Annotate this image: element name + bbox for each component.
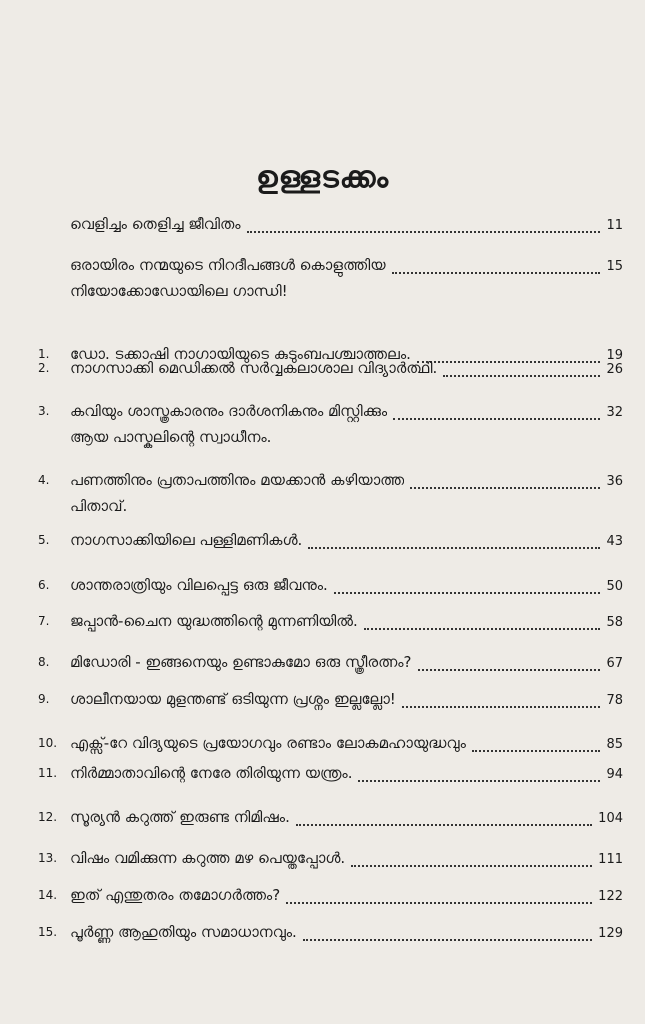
chapter-number: 14. [38, 888, 58, 902]
chapter-title: മിഡോരി - ഇങ്ങനെയും ഉണ്ടാകുമോ ഒരു സ്ത്രീരത്നം? [70, 653, 412, 671]
chapter-number: 8. [38, 655, 50, 669]
page-number: 43 [606, 534, 623, 549]
dot-leader [308, 533, 600, 549]
chapter-number: 6. [38, 578, 50, 592]
toc-line [70, 731, 623, 757]
toc-line [70, 212, 623, 238]
page-number: 19 [606, 348, 623, 363]
page-number: 58 [606, 615, 623, 630]
chapter-number: 10. [38, 736, 58, 750]
chapter-title: ഇത് എന്തുതരം തമോഗർത്തം? [70, 886, 281, 904]
dot-leader [334, 578, 601, 594]
chapter-number: 5. [38, 533, 50, 547]
dot-leader [410, 473, 600, 489]
dot-leader [443, 361, 600, 377]
toc-line [70, 761, 623, 787]
chapter-title-continuation: പിതാവ്. [70, 497, 128, 515]
chapter-title: ഡോ. ടക്കാഷി നാഗായിയുടെ കുടുംബപശ്ചാത്തലം. [70, 345, 411, 363]
toc-line [70, 650, 623, 676]
chapter-title: ജപ്പാൻ-ചൈന യുദ്ധത്തിന്റെ മുന്നണിയിൽ. [70, 612, 358, 630]
chapter-title: നിർമ്മാതാവിന്റെ നേരേ തിരിയുന്ന യന്ത്രം. [70, 764, 353, 782]
dot-leader [393, 404, 600, 420]
page-number: 15 [606, 259, 623, 274]
dot-leader [351, 851, 592, 867]
chapter-number: 1. [38, 347, 50, 361]
page-number: 94 [606, 767, 623, 782]
chapter-title: ശാലീനയായ മുളന്തണ്ട് ഒടിയുന്ന പ്രശ്നം ഇല്ലല്ലോ! [70, 690, 396, 708]
dot-leader [472, 736, 601, 752]
chapter-number: 2. [38, 361, 50, 375]
chapter-title: പണത്തിനും പ്രതാപത്തിനും മയക്കാൻ കഴിയാത്ത [70, 471, 405, 489]
dot-leader [364, 614, 601, 630]
toc-line [70, 883, 623, 909]
page-title: ഉള്ളടക്കം [255, 160, 390, 195]
chapter-title: വെളിച്ചം തെളിച്ച ജീവിതം [70, 215, 241, 233]
dot-leader [296, 810, 592, 826]
chapter-number: 3. [38, 404, 50, 418]
chapter-title: ശാന്തരാത്രിയും വിലപ്പെട്ട ഒരു ജീവനും. [70, 576, 328, 594]
dot-leader [247, 217, 601, 233]
toc-line [70, 573, 623, 599]
chapter-title-continuation: നിയോക്കോഡോയിലെ ഗാന്ധി! [70, 282, 288, 300]
dot-leader [358, 766, 600, 782]
chapter-title: ഒരായിരം നന്മയുടെ നിറദീപങ്ങൾ കൊളുത്തിയ [70, 256, 386, 274]
toc-line [70, 846, 623, 872]
page-number: 129 [598, 926, 623, 941]
dot-leader [392, 258, 601, 274]
chapter-number: 9. [38, 692, 50, 706]
toc-line [70, 609, 623, 635]
chapter-number: 12. [38, 810, 58, 824]
page-number: 36 [606, 474, 623, 489]
chapter-number: 15. [38, 925, 58, 939]
page-number: 122 [598, 889, 623, 904]
toc-line [70, 468, 623, 494]
page-number: 32 [606, 405, 623, 420]
chapter-title: നാഗസാക്കി മെഡിക്കൽ സർവ്വകലാശാല വിദ്യാർത്ഥി. [70, 359, 438, 377]
page-number: 104 [598, 811, 623, 826]
chapter-title: പൂർണ്ണ ആഹുതിയും സമാധാനവും. [70, 923, 297, 941]
toc-line [70, 805, 623, 831]
page-number: 85 [606, 737, 623, 752]
chapter-title: എക്സ്-റേ വിദ്യയുടെ പ്രയോഗവും രണ്ടാം ലോകമഹായുദ്ധവും [70, 734, 466, 752]
page-number: 50 [606, 579, 623, 594]
chapter-title-continuation: ആയ പാസ്കലിന്റെ സ്വാധീനം. [70, 428, 272, 446]
dot-leader [303, 925, 592, 941]
chapter-title: കവിയും ശാസ്ത്രകാരനും ദാർശനികനും മിസ്റ്റിക്കും [70, 402, 388, 420]
toc-line [70, 920, 623, 946]
page-number: 26 [606, 362, 623, 377]
page-number: 67 [606, 656, 623, 671]
chapter-title: സൂര്യൻ കറുത്ത് ഇരുണ്ട നിമിഷം. [70, 808, 290, 826]
dot-leader [402, 692, 601, 708]
chapter-title: നാഗസാക്കിയിലെ പള്ളിമണികൾ. [70, 531, 303, 549]
dot-leader [418, 655, 601, 671]
chapter-number: 11. [38, 766, 58, 780]
chapter-number: 13. [38, 851, 58, 865]
dot-leader [286, 888, 592, 904]
toc-line [70, 528, 623, 554]
toc-line [70, 253, 623, 279]
toc-line [70, 356, 623, 382]
chapter-title: വിഷം വമിക്കുന്ന കറുത്ത മഴ പെയ്തപ്പോൾ. [70, 849, 346, 867]
page-number: 78 [606, 693, 623, 708]
chapter-number: 4. [38, 473, 50, 487]
page-number: 11 [606, 218, 623, 233]
toc-line [70, 687, 623, 713]
chapter-number: 7. [38, 614, 50, 628]
toc-line [70, 399, 623, 425]
page-number: 111 [598, 852, 623, 867]
